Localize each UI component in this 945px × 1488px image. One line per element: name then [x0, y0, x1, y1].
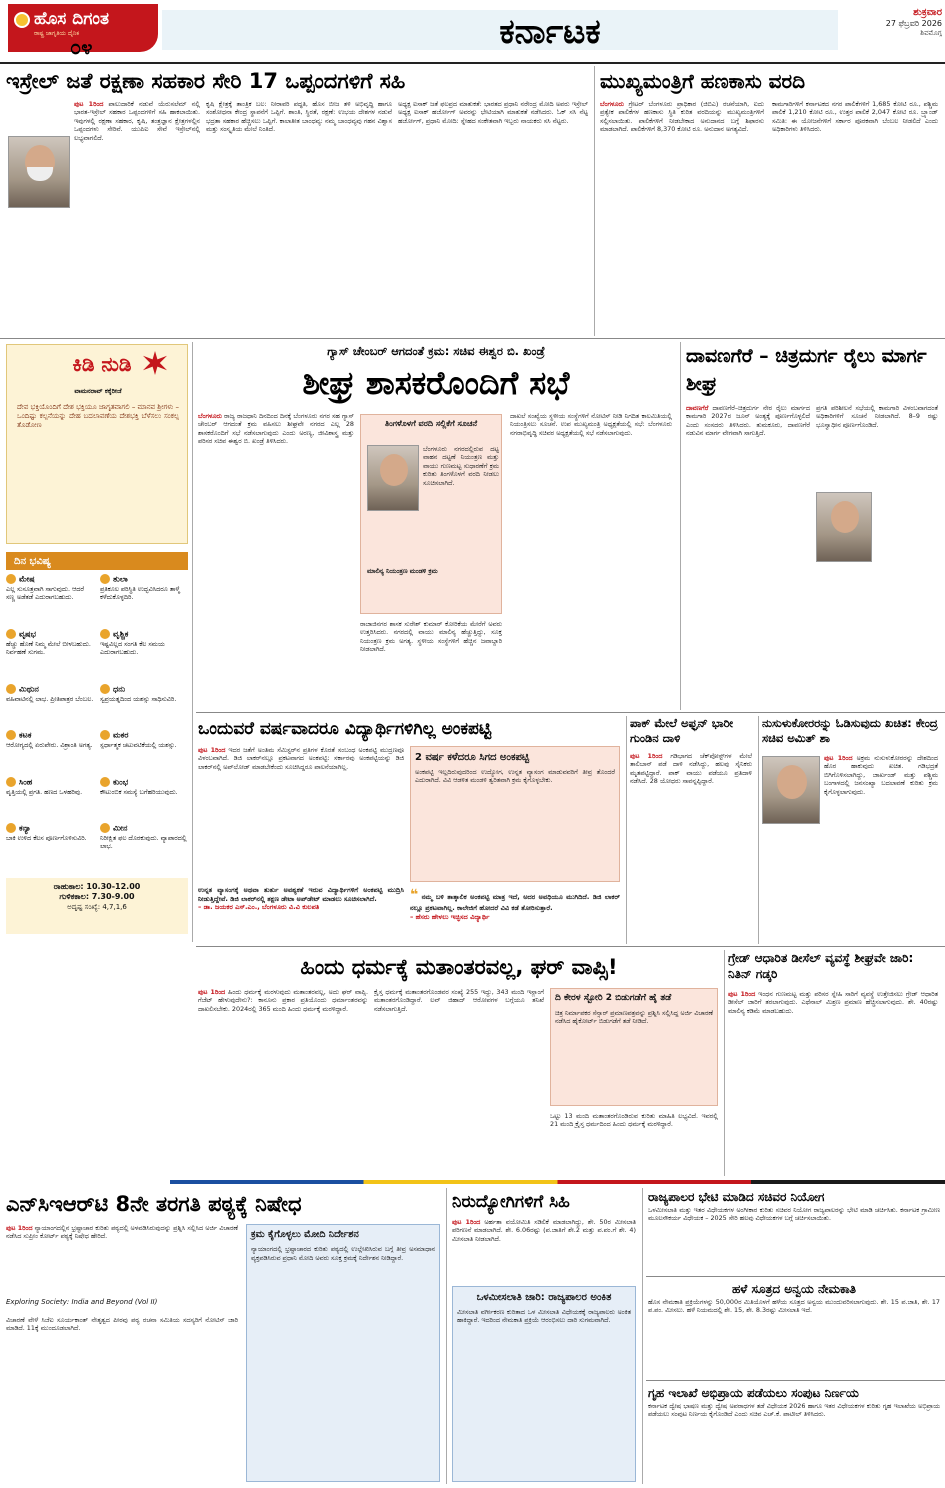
kidi-nudi-title: ಕಿಡಿ ನುಡಿ: [72, 352, 132, 376]
khandre-photo: [367, 445, 419, 511]
timings: [6, 878, 188, 934]
horoscope-sign: [6, 777, 94, 820]
horoscope-sign: [6, 730, 94, 773]
body: [630, 752, 752, 942]
headline: ನಿರುದ್ಯೋಗಿಗಳಿಗೆ ಸಿಹಿ: [452, 1192, 570, 1212]
sign-name: [6, 730, 94, 741]
masthead-rule: [0, 62, 945, 64]
col-3: ದಾಖಲೆ ಸಂಖ್ಯೆಯ ಸ್ಥಳೀಯ ಸಂಸ್ಥೆಗಳಿಗೆ ನೋಟಿಸ್ ನೀಡಿ ನಿಗದಿತ ಕಾಲಮಿತಿಯಲ್ಲಿ ನಿಯಂತ್ರಿಸಲು ಸೂಚನೆ. ಉಪ ಮುಖ್ಯಮಂತ್ರಿ ಅಧ್ಯಕ್ಷತೆಯಲ್ಲಿ ಸಭೆ: ಬೆಂಗಳೂರು ನಗರಾಭಿವೃದ್ಧಿ ಸಚಿವರ ಅಧ್ಯಕ್ಷತೆಯಲ್ಲಿ ಸಭೆ ನಡೆಸಲಾಗುವುದು.: [510, 412, 672, 437]
box-title: 2 ವರ್ಷ ಕಳೆದರೂ ಸಿಗದ ಅಂಕಪಟ್ಟಿ: [415, 752, 530, 763]
dateline: ಪುಟ 1ರಿಂದ: [74, 100, 104, 108]
sign-label: ವೃಶ್ಚಿಕ: [113, 629, 129, 639]
zodiac-icon: [6, 777, 16, 787]
body-text: ಗಡಿಭಾಗದ ಚೆಕ್‌ಪೋಸ್ಟ್‌ಗಳ ಮೇಲೆ ತಾಲಿಬಾನ್ ಪಡೆ ದಾಳಿ ನಡೆಸಿದ್ದು, ಹಲವು ಸೈನಿಕರು ಮೃತಪಟ್ಟಿದ್ದಾರೆ. ಪಾಕ್ ವಾಯು ಪಡೆಯೂ ಪ್ರತಿದಾಳಿ ನಡೆಸಿದೆ. 28 ಯೋಧರು ಸಾವನ್ನಪ್ಪಿದ್ದಾರೆ.: [630, 752, 752, 786]
quote-2: [410, 886, 620, 942]
story-gas-chamber: [198, 342, 674, 710]
body: [728, 990, 938, 1174]
col-2: ವಿಚಾರಣೆ ವೇಳೆ ಸಿಜೆಐ ಸೂರ್ಯಕಾಂತ್ ನೇತೃತ್ವದ ಪೀಠವು ಪಠ್ಯ ರಚನಾ ಸಮಿತಿಯ ಸದಸ್ಯರಿಗೆ ನೋಟಿಸ್ ಜಾರಿ ಮಾಡಿದೆ. 11ಕ್ಕೆ ಮುಂದೂಡಲಾಗಿದೆ.: [6, 1316, 238, 1333]
logo-name: ಹೊಸ ದಿಗಂತ: [34, 9, 109, 29]
headline: ರಾಜ್ಯಪಾಲರ ಭೇಟಿ ಮಾಡಿದ ಸಚಿವರ ನಿಯೋಗ: [648, 1190, 825, 1204]
zodiac-icon: [6, 823, 16, 833]
headline: ಮುಖ್ಯಮಂತ್ರಿಗೆ ಹಣಕಾಸು ವರದಿ: [600, 69, 805, 93]
story-gadkari: [728, 950, 940, 1176]
headline: ಹಿಂದು ಧರ್ಮಕ್ಕೆ ಮತಾಂತರವಲ್ಲ, ಘರ್ ವಾಪ್ಸಿ!: [300, 955, 618, 979]
dateline: ಬೆಂಗಳೂರು: [198, 412, 222, 420]
zodiac-icon: [100, 574, 110, 584]
divider: [646, 1276, 945, 1277]
sign-text: ಕೌಟುಂಬಿಕ ಸಮಸ್ಯೆ ಬಗೆಹರಿಯುವುದು.: [100, 787, 178, 796]
story-jobs: [452, 1188, 638, 1484]
col-text: ದಾವಣಗೆರೆ–ಚಿತ್ರದುರ್ಗ ನೇರ ರೈಲು ಮಾರ್ಗದ ಕಾಮಗಾರಿ 2027ರ ಜೂನ್ ಅಂತ್ಯಕ್ಕೆ ಪೂರ್ಣಗೊಳ್ಳಲಿದೆ ಎಂದು ಸಂಸದರು ತಿಳಿಸಿದರು. ತುಮಕೂರು, ದಾವಣಗೆರೆ ನಡುವಿನ ಮಾರ್ಗ ವೇಗವಾಗಿ ಸಾಗುತ್ತಿದೆ.: [686, 404, 810, 438]
story-markscard: [198, 716, 622, 944]
sign-label: ಕನ್ಯಾ: [19, 823, 31, 833]
divider: [446, 1188, 447, 1484]
col-text: ಇದರ ಜತೆಗೆ ಅಂತಿಮ ಸೆಮಿಸ್ಟರ್‌ನ ಪ್ರತಿಗಳ ಕೊರತೆ ಸಂಬಂಧ ಅಂಕಪಟ್ಟಿ ಮುದ್ರಣವೂ ವಿಳಂಬವಾಗಿದೆ. ಡಿಜಿ ಲಾಕರ್‌ನಲ್ಲೂ ಪ್ರಕಟವಾಗದ ಅಂಕಪಟ್ಟಿ: ಸರ್ಕಾರವು ಅಂಕಪಟ್ಟಿಯನ್ನು ಡಿಜಿ ಲಾಕರ್‌ನಲ್ಲಿ ಅಪ್‌ಲೋಡ್ ಮಾಡಬೇಕೆಂದು ಸೂಚಿಸಿದ್ದರೂ ಪಾಲನೆಯಾಗಿಲ್ಲ.: [198, 746, 404, 771]
horoscope-sign: [100, 730, 188, 773]
headline: ದಾವಣಗೆರೆ – ಚಿತ್ರದುರ್ಗ ರೈಲು ಮಾರ್ಗ ಶೀಘ್ರ: [686, 345, 927, 395]
dateline: ಪುಟ 1ರಿಂದ: [630, 752, 663, 760]
horoscope: [6, 552, 188, 942]
sign-label: ವೃಷಭ: [19, 629, 36, 639]
modi-photo: [8, 136, 70, 208]
body-text: ಅರ್ಹತಾ ವಯೋಮಿತಿ ಸಡಿಲಿಕೆ ಮಾಡಲಾಗಿದ್ದು, ಶೇ. 50ರ ಮೀಸಲಾತಿ ಪರಿಗಣನೆ ಮಾಡಲಾಗಿದೆ. ಶೇ. 6.06ರಷ್ಟು (ಪ.ಜಾತಿಗೆ ಶೇ.2 ಮತ್ತು ಪ.ಪಂ.ಗೆ ಶೇ. 4) ಮೀಸಲಾತಿ ನೀಡಲಾಗಿದೆ.: [452, 1218, 636, 1243]
sign-text: ಆರೋಗ್ಯದಲ್ಲಿ ಏರುಪೇರು. ವಿಶ್ರಾಂತಿ ಅಗತ್ಯ.: [6, 741, 93, 750]
divider: [192, 342, 193, 942]
sign-label: ಮೇಷ: [19, 574, 35, 584]
masthead-date: [838, 6, 942, 56]
sign-text: ಇಷ್ಟವಿಲ್ಲದ ಸಂಗತಿ ಕೆಲ ಸಮಯ ಎದುರಾಗಬಹುದು.: [100, 639, 165, 657]
divider: [646, 1380, 945, 1381]
col-text: ಗ್ರೇಟರ್ ಬೆಂಗಳೂರು ಪ್ರಾಧಿಕಾರ (ಜಿಬಿಎ) ರಚನೆಯಾಗಿ, ಐದು ಪ್ರತ್ಯೇಕ ಪಾಲಿಕೆಗಳ ಹಣಕಾಸು ಸ್ಥಿತಿ ಕುರಿತ ವರದಿಯನ್ನು ಮುಖ್ಯಮಂತ್ರಿಗಳಿಗೆ ಸಲ್ಲಿಸಲಾಯಿತು. ಪಾಲಿಕೆಗಳಿಗೆ ನೀಡಬೇಕಾದ ಅನುದಾನದ ಬಗ್ಗೆ ಶಿಫಾರಸು ಮಾಡಲಾಗಿದೆ. ಪಾಲಿಕೆಗಳಿಗೆ 8,370 ಕೋಟಿ ರೂ. ಅನುದಾನ ಅಗತ್ಯವಿದೆ.: [600, 100, 764, 134]
headline: ಹಳೆ ಸೂತ್ರದ ಅನ್ವಯ ನೇಮಕಾತಿ: [731, 1282, 857, 1296]
sign-label: ಮಿಥುನ: [19, 684, 39, 694]
book-title: Exploring Society: India and Beyond (Vol II): [6, 1298, 158, 1306]
sign-label: ತುಲಾ: [113, 574, 128, 584]
sign-name: [100, 684, 188, 695]
horoscope-grid: [6, 574, 188, 874]
headline: ನುಸುಳುಕೋರರನ್ನು ಓಡಿಸುವುದು ಖಚಿತ: ಕೇಂದ್ರ ಸಚಿವ ಅಮಿತ್ ಶಾ: [762, 716, 938, 745]
box-title: ಕ್ರಮ ಕೈಗೊಳ್ಳಲು ಮೋದಿ ನಿರ್ದೇಶನ: [251, 1229, 359, 1240]
inset-box: [550, 988, 718, 1106]
dateline: ಪುಟ 1ರಿಂದ: [198, 988, 226, 996]
face: [380, 454, 408, 486]
dateline: ದಾವಣಗೆರೆ: [686, 404, 709, 412]
sign-text: ಪ್ರತಿಕೂಲ ಪರಿಸ್ಥಿತಿ ಉದ್ಭವಿಸಿದರೂ ತಾಳ್ಮೆ ಕಳೆದುಕೊಳ್ಳದಿರಿ.: [100, 584, 180, 602]
col-1: [198, 988, 368, 1174]
divider: [196, 946, 945, 947]
body: ಒಳಮೀಸಲಾತಿ ಮತ್ತು ಇತರ ವಿಧೇಯಕಗಳ ಅಂಗೀಕಾರ ಕುರಿತು ಸಚಿವರ ನಿಯೋಗ ರಾಜ್ಯಪಾಲರನ್ನು ಭೇಟಿ ಮಾಡಿ ಚರ್ಚಿಸಿತು. ಕರ್ನಾಟಕ ಗ್ರಾಮೀಣ ಮೂಲಸೌಕರ್ಯ ವಿಧೇಯಕ – 2025 ಸೇರಿ ಹಲವು ವಿಧೇಯಕಗಳ ಬಗ್ಗೆ ಚರ್ಚಿಸಲಾಯಿತು.: [648, 1206, 940, 1223]
dateline: ಪುಟ 1ರಿಂದ: [452, 1218, 481, 1226]
inset-box: [246, 1224, 440, 1482]
story-recruitment: [648, 1280, 940, 1376]
divider: [626, 716, 627, 944]
lucky-numbers: ಅದೃಷ್ಟ ಸಂಖ್ಯೆ: 4,7,1,6: [67, 902, 127, 911]
col-2: ರಾಜಾಜಿನಗರ ಶಾಸಕ ಸುರೇಶ್ ಕುಮಾರ್ ಕೋರಿಕೆಯ ಮೇರೆಗೆ ಅವರು ಉತ್ತರಿಸಿದರು. ನಗರದಲ್ಲಿ ವಾಯು ಮಾಲಿನ್ಯ ಹೆಚ್ಚುತ್ತಿದ್ದು, ಸೂಕ್ತ ನಿಯಂತ್ರಣ ಕ್ರಮ ಅಗತ್ಯ. ಸ್ಥಳೀಯ ಸಂಸ್ಥೆಗಳಿಗೆ ಹೆಚ್ಚಿನ ಜವಾಬ್ದಾರಿ ನೀಡಲಾಗಿದೆ.: [360, 620, 502, 654]
headline: ಗ್ರೇಡ್ ಆಧಾರಿತ ಡೀಸೆಲ್ ವ್ಯವಸ್ಥೆ ಶೀಘ್ರವೇ ಜಾರಿ: ನಿತಿನ್ ಗಡ್ಕರಿ: [728, 951, 914, 981]
sign-name: [6, 777, 94, 788]
quote-1: [198, 886, 404, 942]
zodiac-icon: [6, 730, 16, 740]
col-3: ಅಧ್ಯಕ್ಷ ಐಸಾಕ್ ಜತೆ ಫಲಪ್ರದ ಮಾತುಕತೆ: ಭಾರತದ ಪ್ರಧಾನಿ ನರೇಂದ್ರ ಮೋದಿ ಅವರು ಇಸ್ರೇಲ್ ಅಧ್ಯಕ್ಷ ಐಸಾಕ್ ಹರ್ಜೋಗ್ ಅವರನ್ನು ಭೇಟಿಯಾಗಿ ಮಾತುಕತೆ ನಡೆಸಿದರು. ಓಕ್ ಸಸಿ ನೆಟ್ಟ ಹರ್ಜೋಗ್, ಪ್ರಧಾನಿ ಮೋದಿ: ಸ್ನೇಹದ ಸಂಕೇತವಾಗಿ ಇಬ್ಬರು ನಾಯಕರು ಸಸಿ ನೆಟ್ಟರು.: [398, 100, 588, 125]
divider: [594, 66, 595, 336]
day: ಶುಕ್ರವಾರ: [913, 7, 942, 18]
box-title: ಒಳಮೀಸಲಾತಿ ಜಾರಿ: ರಾಜ್ಯಪಾಲರ ಅಂಕಿತ: [476, 1292, 612, 1303]
story-rail: [686, 342, 940, 710]
kidi-nudi-body: ದೇವ ಭಕ್ತಿಯೊಂದಿಗೆ ದೇಶ ಭಕ್ತಿಯೂ ಜಾಗೃತವಾಗಲಿ – ಮಾನವ ಶ್ರೀಗಳು – ಒಂದಿಷ್ಟು ಕಲ್ಪನೆಯನ್ನು ದೇಹ ಬದಲಾವಣೆಯ ದೇಶಭಕ್ತಿ ಬೆಳೆಸಲು ಸಂಕಲ್ಪ ತೊಡೋಣ: [17, 403, 179, 430]
col-1: [74, 100, 200, 332]
zodiac-icon: [100, 629, 110, 639]
quote-text: ಉನ್ನತ ವ್ಯಾಸಂಗಕ್ಕೆ ಅಥವಾ ತುರ್ತು ಅವಶ್ಯಕತೆ ಇರುವ ವಿದ್ಯಾರ್ಥಿಗಳಿಗೆ ಅಂಕಪಟ್ಟಿ ಮುದ್ರಿಸಿ ನೀಡುತ್ತಿದ್ದೇವೆ. ಡಿಜಿ ಲಾಕರ್‌ನಲ್ಲಿ ತಕ್ಷಣ ಡೇಟಾ ಅಪ್‌ಡೇಟ್ ಮಾಡಲು ಸೂಚಿಸಲಾಗಿದೆ.: [198, 886, 404, 903]
horoscope-sign: [6, 823, 94, 874]
face: [777, 765, 807, 799]
sign-text: ನಿರೀಕ್ಷಿತ ಫಲ ದೊರಕುವುದು. ವ್ಯಾಪಾರದಲ್ಲಿ ಲಾಭ.: [100, 834, 187, 851]
section-title: ಕರ್ನಾಟಕ: [499, 12, 601, 52]
page-number: ೦೪: [70, 35, 93, 58]
col-text: ನ್ಯಾಯಾಂಗದಲ್ಲಿನ ಭ್ರಷ್ಟಾಚಾರ ಕುರಿತು ಪಠ್ಯದಲ್ಲಿ ಅಳವಡಿಸಿರುವುದನ್ನು ಪ್ರಶ್ನಿಸಿ ಸಲ್ಲಿಸಿದ ಅರ್ಜಿ ವಿಚಾರಣೆ ನಡೆಸಿದ ಸುಪ್ರೀಂ ಕೋರ್ಟ್ ಪಠ್ಯಕ್ಕೆ ನಿಷೇಧ ಹೇರಿದೆ.: [6, 1224, 238, 1241]
quote-source: – ಡಾ. ಜಯಕರ ಎಸ್.ಎಂ., ಬೆಂಗಳೂರು ವಿ.ವಿ ಕುಲಪತಿ: [198, 903, 320, 912]
sign-label: ಮೀನ: [113, 823, 128, 833]
col-text: ಹಿಂದು ಧರ್ಮಕ್ಕೆ ಮರಳುವುದು ಮತಾಂತರವಲ್ಲ, ಅದು ಘರ್ ವಾಪ್ಸಿ. ಗೆಜೆಟ್ ಹೇಳುವುದೇನು?: ಕಾನೂನು ಪ್ರಕಾರ ಪ್ರತಿಯೊಂದು ಧರ್ಮಾಂತರವನ್ನು ದಾಖಲಿಸಬೇಕು. 2024ರಲ್ಲಿ 365 ಮಂದಿ ಹಿಂದು ಧರ್ಮಕ್ಕೆ ಮರಳಿದ್ದಾರೆ.: [198, 988, 368, 1013]
divider: [0, 338, 945, 339]
zodiac-icon: [100, 823, 110, 833]
sign-text: ಸ್ವಪ್ರಯತ್ನದಿಂದ ಯಶಸ್ಸು ಸಾಧಿಸುವಿರಿ.: [100, 694, 177, 703]
zodiac-icon: [100, 777, 110, 787]
sign-text: ವೃತ್ತಿಯಲ್ಲಿ ಪ್ರಗತಿ. ಹಣದ ಒಳಹರಿವು.: [6, 787, 83, 796]
headline: ಎನ್‌ಸಿಇಆರ್‌ಟಿ 8ನೇ ತರಗತಿ ಪಠ್ಯಕ್ಕೆ ನಿಷೇಧ: [6, 1192, 302, 1216]
col-2: ಕಾಮಗಾರಿಗಳಿಗೆ ಕರ್ನಾಟಕದ ನಗರ ಪಾಲಿಕೆಗಳಿಗೆ 1,685 ಕೋಟಿ ರೂ., ಪಶ್ಚಿಮ ಪಾಲಿಕೆ 1,210 ಕೋಟಿ ರೂ., ಉತ್ತರ ಪಾಲಿಕೆ 2,047 ಕೋಟಿ ರೂ. ಬ್ರ್ಯಾಂಡ್ ಸಮಿತಿ: ಈ ಯೋಜನೆಗಳಿಗೆ ಸರ್ಕಾರ ಪೂರಕವಾಗಿ ಬೆಂಬಲ ನೀಡಲಿದೆ ಎಂದು ಅಧಿಕಾರಿಗಳು ತಿಳಿಸಿದರು.: [772, 100, 938, 134]
sign-name: [100, 730, 188, 741]
zodiac-icon: [100, 730, 110, 740]
body: ಕರ್ನಾಟಕ ದ್ವೇಷ ಭಾಷಣ ಮತ್ತು ದ್ವೇಷ ಅಪರಾಧಗಳ ತಡೆ ವಿಧೇಯಕ 2026 ಹಾಗೂ ಇತರ ವಿಧೇಯಕಗಳ ಕುರಿತು ಗೃಹ ಇಲಾಖೆಯ ಅಭಿಪ್ರಾಯ ಪಡೆಯಲು ಸಂಪುಟ ನಿರ್ಣಯ ಕೈಗೊಂಡಿದೆ ಎಂದು ಸಚಿವ ಎಚ್.ಕೆ. ಪಾಟೀಲ್ ತಿಳಿಸಿದರು.: [648, 1402, 940, 1419]
horoscope-title: ದಿನ ಭವಿಷ್ಯ: [6, 552, 188, 570]
dateline: ಪುಟ 1ರಿಂದ: [198, 746, 226, 754]
horoscope-sign: [6, 629, 94, 680]
quote-mark-icon: ❝: [410, 887, 419, 903]
horoscope-sign: [100, 574, 188, 625]
zodiac-icon: [6, 629, 16, 639]
horoscope-sign: [6, 574, 94, 625]
horoscope-sign: [6, 684, 94, 727]
col-1: [198, 412, 354, 708]
story-cabinet: [648, 1384, 940, 1484]
body-text: ಅಕ್ರಮ ನುಸುಳುಕೋರರನ್ನು ದೇಶದಿಂದ ಹೊರ ಹಾಕುವುದು ಖಚಿತ. ಗಡಿಭದ್ರತೆ ಬಿಗಿಗೊಳಿಸಲಾಗಿದ್ದು, ಜಾರ್ಖಂಡ್ ಮತ್ತು ಪಶ್ಚಿಮ ಬಂಗಾಳದಲ್ಲಿ ಜನಸಂಖ್ಯಾ ಬದಲಾವಣೆ ಕುರಿತು ಕ್ರಮ ಕೈಗೊಳ್ಳಲಾಗುವುದು.: [824, 754, 938, 796]
inset-box: [410, 746, 620, 882]
col-1: [600, 100, 764, 332]
quote-source: – ಹೆಸರು ಹೇಳಲು ಇಚ್ಛಿಸದ ವಿದ್ಯಾರ್ಥಿ: [410, 913, 490, 922]
sign-text: ವಹಿವಾಟಿನಲ್ಲಿ ಲಾಭ. ಪ್ರೀತಿಪಾತ್ರರ ಬೆಂಬಲ.: [6, 694, 94, 703]
col-2: ಕ್ರೈಸ್ತ ಧರ್ಮಕ್ಕೆ ಮತಾಂತರಗೊಂಡವರ ಸಂಖ್ಯೆ 255 ಇದ್ದು, 343 ಮಂದಿ ಇಸ್ಲಾಂಗೆ ಮತಾಂತರಗೊಂಡಿದ್ದಾರೆ. ಲವ್ ಜಿಹಾದ್ ಆರೋಪಗಳ ಬಗ್ಗೆಯೂ ತನಿಖೆ ನಡೆಸಲಾಗುತ್ತಿದೆ.: [374, 988, 544, 1013]
amit-shah-photo: [762, 756, 820, 824]
horoscope-sign: [100, 823, 188, 874]
headline: ಒಂದುವರೆ ವರ್ಷವಾದರೂ ವಿದ್ಯಾರ್ಥಿಗಳಿಗಿಲ್ಲ ಅಂಕಪಟ್ಟಿ: [198, 719, 492, 739]
box-body: ಅಂಕಪಟ್ಟಿ ಇಲ್ಲದಿರುವುದರಿಂದ ಉದ್ಯೋಗ, ಉನ್ನತ ವ್ಯಾಸಂಗ ಮಾಡುವವರಿಗೆ ತೀವ್ರ ತೊಂದರೆ ಎದುರಾಗಿದೆ. ವಿವಿ ಆಡಳಿತ ಮಂಡಳಿ ತ್ವರಿತವಾಗಿ ಕ್ರಮ ಕೈಗೊಳ್ಳಬೇಕು.: [415, 768, 615, 785]
box-body: ಮೀಸಲಾತಿ ವರ್ಗೀಕರಣ ಕುರಿತಾದ ಒಳ ಮೀಸಲಾತಿ ವಿಧೇಯಕಕ್ಕೆ ರಾಜ್ಯಪಾಲರು ಅಂಕಿತ ಹಾಕಿದ್ದಾರೆ. ಇದರಿಂದ ನೇಮಕಾತಿ ಪ್ರಕ್ರಿಯೆ ಆರಂಭಿಸಲು ದಾರಿ ಸುಗಮವಾಗಿದೆ.: [457, 1308, 631, 1325]
sign-name: [6, 574, 94, 585]
body-text: ಇಂಧನ ಗುಣಮಟ್ಟ ಮತ್ತು ಪರಿಸರ ಸ್ನೇಹಿ ಸಾರಿಗೆ ವ್ಯವಸ್ಥೆ ಉತ್ತೇಜಿಸಲು ಗ್ರೇಡ್ ಆಧಾರಿತ ಡೀಸೆಲ್ ಜಾರಿಗೆ ತರಲಾಗುವುದು. ಎಥೆನಾಲ್ ಮಿಶ್ರಣ ಪ್ರಮಾಣ ಹೆಚ್ಚಿಸಲಾಗುವುದು. ಶೇ. 40ರಷ್ಟು ಮಾಲಿನ್ಯ ಕಡಿಮೆ ಮಾಡಬಹುದು.: [728, 990, 938, 1015]
col-1: [198, 746, 404, 876]
story-governor: [648, 1188, 940, 1272]
headline: ಶೀಘ್ರ ಶಾಸಕರೊಂದಿಗೆ ಸಭೆ: [302, 364, 570, 402]
zodiac-icon: [6, 684, 16, 694]
sign-text: ಸ್ಪರ್ಧಾತ್ಮಕ ಚಟುವಟಿಕೆಯಲ್ಲಿ ಯಶಸ್ಸು.: [100, 741, 177, 750]
box-title: ತಿಂಗಳೊಳಗೆ ವರದಿ ಸಲ್ಲಿಕೆಗೆ ಸೂಚನೆ: [384, 419, 478, 428]
color-bar: [170, 1180, 945, 1184]
divider: [196, 712, 945, 713]
col-2: ಕೃಷಿ ಕ್ಷೇತ್ರಕ್ಕೆ ತಾಂತ್ರಿಕ ಬಲ: ನೀರಾವರಿ ಪದ್ಧತಿ, ಹೊಸ ಬೀಜ ತಳಿ ಅಭಿವೃದ್ಧಿ ಹಾಗೂ ಸಂಶೋಧನಾ ಕೇಂದ್ರ ಸ್ಥಾಪನೆಗೆ ಒಪ್ಪಿಗೆ. ಶಾಂತಿ, ಸ್ಥಿರತೆ, ರಕ್ಷಣೆ: ಉಭಯ ದೇಶಗಳ ನಡುವೆ ಭದ್ರತಾ ಸಹಕಾರ ಹೆಚ್ಚಿಸಲು ಒಪ್ಪಿಗೆ. ಕಾಲಾತೀತ ಬಾಂಧವ್ಯ: ನಮ್ಮ ಬಾಂಧವ್ಯವು ಗಹನ ವಿಶ್ವಾಸ ಮತ್ತು ಸಂಸ್ಕೃತಿಯ ಮೇಲೆ ನಿಂತಿದೆ.: [206, 100, 392, 134]
dateline: ಬೆಂಗಳೂರು: [600, 100, 624, 108]
logo-tagline: ರಾಷ್ಟ್ರ ಜಾಗೃತಿಯ ದೈನಿಕ: [34, 30, 80, 37]
col-text: ಪಾಲುದಾರಿಕೆ ನಡುವೆ ಯೆರುಸಲೆಮ್ ನಲ್ಲಿ ಭಾರತ-ಇಸ್ರೇಲ್ ಸಹಕಾರ ಒಪ್ಪಂದಗಳಿಗೆ ಸಹಿ ಹಾಕಲಾಯಿತು. ಇವುಗಳಲ್ಲಿ ರಕ್ಷಣಾ ಸಹಕಾರ, ಕೃಷಿ, ತಂತ್ರಜ್ಞಾನ ಕ್ಷೇತ್ರಗಳಲ್ಲಿನ ಒಪ್ಪಂದಗಳು ಸೇರಿವೆ. ಯುಪಿಐ ಸೇವೆ ಇಸ್ರೇಲ್‌ನಲ್ಲಿ ಲಭ್ಯವಾಗಲಿದೆ.: [74, 100, 200, 142]
dateline: ಪುಟ 1ರಿಂದ: [728, 990, 756, 998]
box-body: ಚಿತ್ರ ನಿರ್ಮಾಪಕರ ಸೆನ್ಸಾರ್ ಪ್ರಮಾಣಪತ್ರವನ್ನು ಪ್ರಶ್ನಿಸಿ ಸಲ್ಲಿಸಿದ್ದ ಅರ್ಜಿ ವಿಚಾರಣೆ ನಡೆಸಿದ ಹೈಕೋರ್ಟ್ ಬಿಡುಗಡೆಗೆ ತಡೆ ನೀಡಿದೆ.: [555, 1008, 713, 1026]
sign-name: [100, 574, 188, 585]
divider: [758, 716, 759, 944]
box-body: ನ್ಯಾಯಾಂಗದಲ್ಲಿ ಭ್ರಷ್ಟಾಚಾರದ ಕುರಿತು ಪಠ್ಯದಲ್ಲಿ ಉಲ್ಲೇಖಿಸಿರುವ ಬಗ್ಗೆ ತೀವ್ರ ಅಸಮಾಧಾನ ವ್ಯಕ್ತಪಡಿಸಿರುವ ಪ್ರಧಾನಿ ಮೋದಿ ಅವರು ಸೂಕ್ತ ಕ್ರಮಕ್ಕೆ ನಿರ್ದೇಶನ ನೀಡಿದ್ದಾರೆ.: [251, 1245, 435, 1262]
divider: [680, 342, 681, 710]
headline: ಇಸ್ರೇಲ್ ಜತೆ ರಕ್ಷಣಾ ಸಹಕಾರ ಸೇರಿ 17 ಒಪ್ಪಂದಗಳಿಗೆ ಸಹಿ: [6, 69, 406, 93]
box-title: ದಿ ಕೇರಳ ಸ್ಟೋರಿ 2 ಬಿಡುಗಡೆಗೆ ಹೈ ತಡೆ: [555, 993, 672, 1003]
sign-name: [100, 777, 188, 788]
divider: [642, 1188, 643, 1484]
body: [452, 1218, 636, 1282]
masthead: [0, 0, 945, 62]
sun-icon: [14, 12, 30, 28]
quote-text: ನಮ್ಮ ಬಳಿ ತಾತ್ಕಾಲಿಕ ಅಂಕಪಟ್ಟಿ ಮಾತ್ರ ಇದೆ, ಅದರ ಅವಧಿಯೂ ಮುಗಿದಿದೆ. ಡಿಜಿ ಲಾಕರ್ ನಲ್ಲೂ ಪ್ರಕಟವಾಗಿಲ್ಲ. ಕಾಲೇಜಿಗೆ ಹೋದರೆ ವಿವಿ ಕಡೆ ತೋರಿಸುತ್ತಾರೆ.: [410, 893, 620, 913]
sign-label: ಸಿಂಹ: [19, 777, 33, 787]
sign-label: ಮಕರ: [113, 730, 129, 740]
horoscope-sign: [100, 777, 188, 820]
sign-name: [6, 629, 94, 640]
col-text: ರಾಜ್ಯ ರಾಜಧಾನಿ ದಿನದಿಂದ ದಿನಕ್ಕೆ ಬೆಂಗಳೂರು ನಗರ ಸಹ ಗ್ಯಾಸ್ ಚೇಂಬರ್ ಆಗದಂತೆ ಕ್ರಮ ವಹಿಸಲು ಶೀಘ್ರವೇ ನಗರದ ಎಲ್ಲ 28 ಶಾಸಕರೊಂದಿಗೆ ಸಭೆ ನಡೆಸಲಾಗುವುದು ಎಂದು ಅರಣ್ಯ, ಜೀವಿಶಾಸ್ತ್ರ ಮತ್ತು ಪರಿಸರ ಸಚಿವ ಈಶ್ವರ ಬಿ. ಖಂಡ್ರೆ ತಿಳಿಸಿದರು.: [198, 412, 354, 446]
sign-name: [100, 823, 188, 834]
body: [824, 754, 938, 942]
box-sub: ಮಾಲಿನ್ಯ ನಿಯಂತ್ರಣ ಮಂಡಳಿ ಕ್ರಮ: [367, 567, 438, 575]
sign-text: ಬಾಕಿ ಉಳಿದ ಕೆಲಸ ಪೂರ್ಣಗೊಳಿಸುವಿರಿ.: [6, 834, 87, 843]
col-3: ಒಟ್ಟು 13 ಮಂದಿ ಮತಾಂತರಗೊಂಡಿರುವ ಕುರಿತು ಮಾಹಿತಿ ಲಭ್ಯವಿದೆ. ಇವರಲ್ಲಿ 21 ಮಂದಿ ಕ್ರೈಸ್ತ ಧರ್ಮದಿಂದ ಹಿಂದು ಧರ್ಮಕ್ಕೆ ಮರಳಿದ್ದಾರೆ.: [550, 1112, 718, 1129]
zodiac-icon: [100, 684, 110, 694]
col-1: [686, 404, 810, 704]
inset-box: [452, 1286, 636, 1482]
city: ಶಿವಮೊಗ್ಗ: [920, 29, 942, 38]
sign-label: ಕುಂಭ: [113, 777, 129, 787]
inset-box: [360, 414, 502, 614]
col-1: [6, 1224, 238, 1294]
beard: [27, 167, 53, 181]
kidi-nudi-author: ವಾಮನರಾವ್ ಕಕ್ಕೆರೀಜೆ: [74, 387, 122, 395]
rahukala: ರಾಹುಕಾಲ: 10.30-12.00: [53, 882, 141, 891]
horoscope-sign: [100, 684, 188, 727]
story-finance: [600, 66, 940, 336]
dateline: ಪುಟ 1ರಿಂದ: [824, 754, 853, 762]
divider: [724, 950, 725, 1176]
story-amit-shah: [762, 716, 940, 944]
story-ncert: [6, 1188, 442, 1484]
story-ghar-wapsi: [198, 950, 720, 1176]
dateline: ಪುಟ 1ರಿಂದ: [6, 1224, 33, 1232]
gulikakala: ಗುಳಿಕಕಾಲ: 7.30-9.00: [59, 892, 135, 902]
body: ಹೊಸ ನೇಮಕಾತಿ ಪ್ರಕ್ರಿಯೆಗಳನ್ನು 50,000ರ ಮಿತಿಯೊಳಗೆ ಹಳೆಯ ಸೂತ್ರದ ಅನ್ವಯ ಮುಂದುವರಿಸಲಾಗುವುದು. ಶೇ. 15 ಪ.ಜಾತಿ, ಶೇ. 17 ಪ.ಪಂ. ಮೀಸಲು. ಹಳೆ ನಿಯಮದಲ್ಲಿ ಶೇ. 15, ಶೇ. 8.3ರಷ್ಟು ಮೀಸಲಾತಿ ಇದೆ.: [648, 1298, 940, 1315]
col-2: ಪ್ರಗತಿ ಪರಿಶೀಲನೆ ಸಭೆಯಲ್ಲಿ ಕಾಮಗಾರಿ ವಿಳಂಬವಾಗದಂತೆ ಅಧಿಕಾರಿಗಳಿಗೆ ಸೂಚನೆ ನೀಡಲಾಗಿದೆ. 8–9 ರಷ್ಟು ಭೂಸ್ವಾಧೀನ ಪೂರ್ಣಗೊಂಡಿದೆ.: [816, 404, 938, 429]
sign-text: ಎಲ್ಲ ಸುಸೂತ್ರವಾಗಿ ಸಾಗುವುದು. ಆದರೆ ಸಣ್ಣ ಅಡೆತಡೆ ಎದುರಾಗಬಹುದು.: [6, 584, 85, 602]
sign-name: [6, 684, 94, 695]
kidi-nudi-box: [6, 344, 188, 544]
headline: ಗೃಹ ಇಲಾಖೆ ಅಭಿಪ್ರಾಯ ಪಡೆಯಲು ಸಂಪುಟ ನಿರ್ಣಯ: [648, 1386, 859, 1400]
zodiac-icon: [6, 574, 16, 584]
sign-label: ಧನು: [113, 684, 126, 694]
sign-name: [6, 823, 94, 834]
sign-name: [100, 629, 188, 640]
story-pak: [630, 716, 754, 944]
date: 27 ಫೆಬ್ರವರಿ 2026: [885, 19, 942, 28]
sign-text: ಹೆಚ್ಚು ಹೊಣೆ ನಿಮ್ಮ ಮೇಲೆ ಬೀಳಬಹುದು. ನಿರ್ವಹಣೆ ಸುಗಮ.: [6, 639, 91, 657]
horoscope-sign: [100, 629, 188, 680]
kicker: ಗ್ಯಾಸ್ ಚೇಂಬರ್ ಆಗದಂತೆ ಕ್ರಮ: ಸಚಿವ ಈಶ್ವರ ಬಿ. ಖಂಡ್ರೆ: [327, 344, 545, 358]
headline: ಪಾಕ್ ಮೇಲೆ ಅಫ್ಘನ್ ಭಾರೀ ಗುಂಡಿನ ದಾಳಿ: [630, 716, 734, 745]
sign-label: ಕಟಕ: [19, 730, 32, 740]
story-israel: [6, 66, 590, 336]
box-body: ಬೆಂಗಳೂರು ನಗರದಲ್ಲಿರುವ ದಟ್ಟ ವಾಹನ ದಟ್ಟಣೆ ನಿಯಂತ್ರಣ ಮತ್ತು ವಾಯು ಗುಣಮಟ್ಟ ಸುಧಾರಣೆಗೆ ಕ್ರಮ ಕುರಿತು ತಿಂಗಳೊಳಗೆ ವರದಿ ನೀಡಲು ಸೂಚಿಸಲಾಗಿದೆ.: [423, 445, 499, 487]
